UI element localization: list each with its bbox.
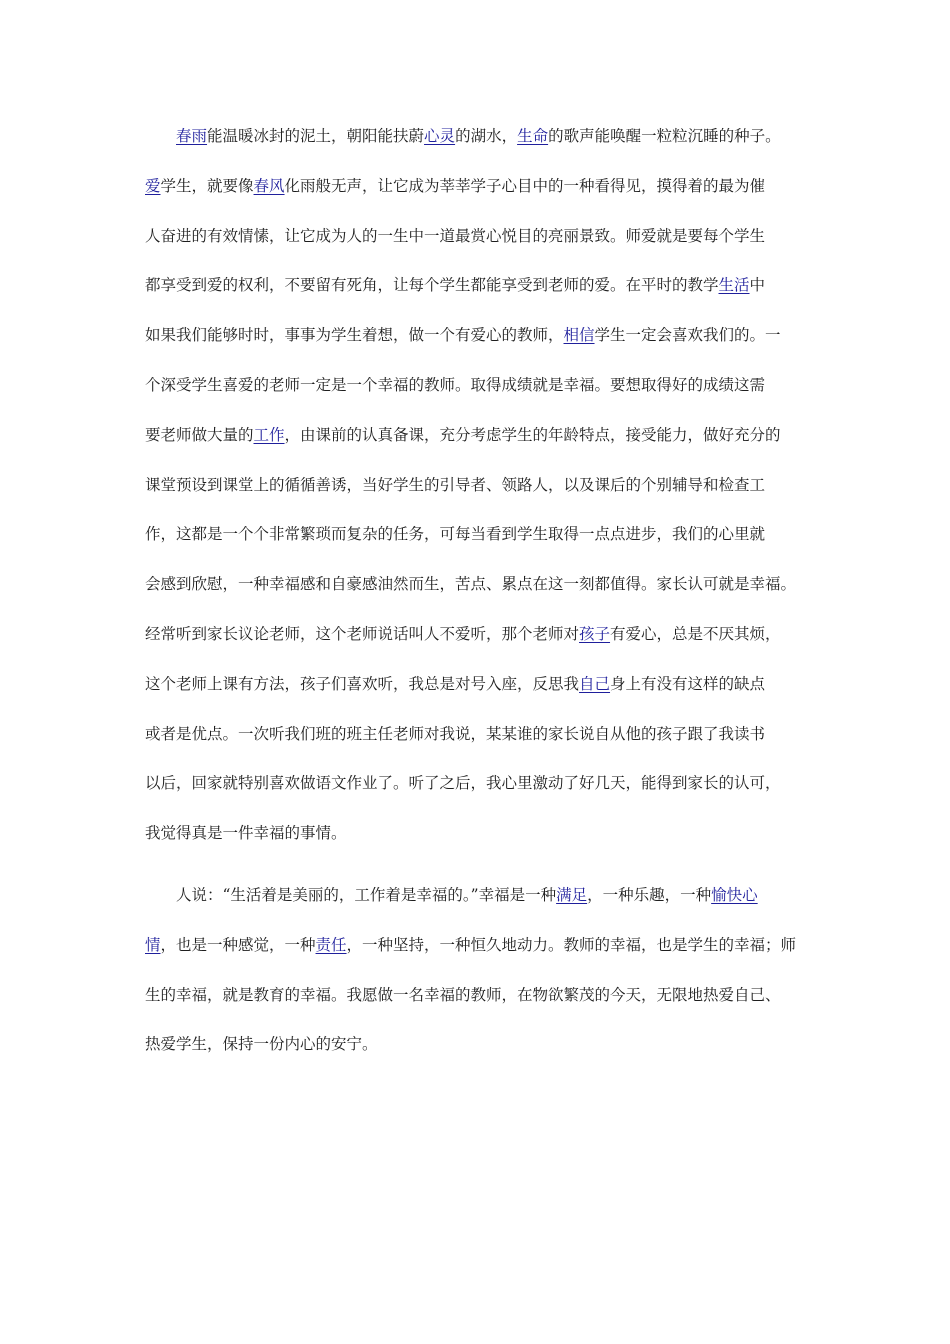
text-run: 课堂预设到课堂上的循循善诱，当好学生的引导者、领路人，以及课后的个别辅导和检查工 — [145, 475, 766, 494]
text-line — [145, 871, 825, 921]
text-run: ，由课前的认真备课，充分考虑学生的年龄特点，接受能力，做好充分的 — [284, 425, 781, 444]
text-run: 的湖水， — [455, 127, 518, 145]
paragraph-gap — [145, 859, 825, 871]
text-run: ，一种乐趣，一种 — [587, 885, 712, 904]
text-run: 有爱心，总是不厌其烦， — [610, 624, 781, 643]
text-run: ，一种坚持，一种恒久地动力。教师的幸福，也是学生的幸福；师 — [346, 935, 797, 954]
inline-link[interactable]: 春风 — [253, 176, 285, 195]
inline-link[interactable]: 相信 — [563, 326, 595, 345]
inline-link[interactable]: 孩子 — [579, 624, 611, 643]
text-line — [145, 411, 825, 461]
text-line — [145, 311, 825, 361]
text-line — [145, 560, 825, 610]
inline-link[interactable]: 生命 — [517, 127, 549, 145]
text-run: 的歌声能唤醒一粒粒沉睡的种子。 — [548, 127, 781, 145]
inline-link[interactable]: 工作 — [253, 425, 285, 444]
text-line — [145, 921, 825, 971]
inline-link[interactable]: 愉快心 — [711, 885, 758, 904]
inline-link[interactable]: 满足 — [556, 885, 588, 904]
text-line — [145, 971, 825, 1021]
text-run: 中 — [749, 276, 766, 295]
text-run: 以后，回家就特别喜欢做语文作业了。听了之后，我心里激动了好几天，能得到家长的认可， — [145, 774, 781, 793]
text-run: 身上有没有这样的缺点 — [610, 674, 766, 693]
text-run: 这个老师上课有方法，孩子们喜欢听，我总是对号入座，反思我 — [145, 674, 580, 693]
text-run: 人奋进的有效情愫，让它成为人的一生中一道最赏心悦目的亮丽景致。师爱就是要每个学生 — [145, 226, 766, 245]
text-line — [145, 162, 825, 212]
text-run: 学生一定会喜欢我们的。一 — [594, 326, 781, 345]
text-run: 个深受学生喜爱的老师一定是一个幸福的教师。取得成绩就是幸福。要想取得好的成绩这需 — [145, 375, 766, 394]
text-line — [145, 610, 825, 660]
text-run: 经常听到家长议论老师，这个老师说话叫人不爱听，那个老师对 — [145, 624, 580, 643]
text-run: 作，这都是一个个非常繁琐而复杂的任务，可每当看到学生取得一点点进步，我们的心里就 — [145, 525, 766, 544]
inline-link[interactable]: 爱 — [145, 176, 161, 195]
article-body — [145, 112, 825, 1070]
text-run — [145, 127, 176, 145]
text-run: 我觉得真是一件幸福的事情。 — [145, 824, 347, 843]
text-run: 能温暖冰封的泥土，朝阳能扶蔚 — [207, 127, 425, 145]
text-run: 化雨般无声，让它成为莘莘学子心目中的一种看得见，摸得着的最为催 — [284, 176, 766, 195]
inline-link[interactable]: 情 — [145, 935, 161, 954]
text-run: 要老师做大量的 — [145, 425, 254, 444]
inline-link[interactable]: 责任 — [315, 935, 347, 954]
paragraph — [145, 112, 825, 859]
text-run: 都享受到爱的权利，不要留有死角，让每个学生都能享受到老师的爱。在平时的教学 — [145, 276, 719, 295]
inline-link[interactable]: 心灵 — [424, 127, 456, 145]
paragraph — [145, 871, 825, 1070]
text-run: 热爱学生，保持一份内心的安宁。 — [145, 1035, 378, 1054]
text-line — [145, 112, 825, 162]
text-line — [145, 710, 825, 760]
text-line — [145, 361, 825, 411]
text-line — [145, 660, 825, 710]
text-line — [145, 759, 825, 809]
text-run: 人说：“生活着是美丽的，工作着是幸福的。”幸福是一种 — [145, 885, 557, 904]
text-line — [145, 212, 825, 262]
inline-link[interactable]: 春雨 — [176, 127, 208, 145]
text-run: 如果我们能够时时，事事为学生着想，做一个有爱心的教师， — [145, 326, 564, 345]
text-run: 会感到欣慰，一种幸福感和自豪感油然而生，苦点、累点在这一刻都值得。家长认可就是幸福。 — [145, 575, 797, 594]
text-run: 生的幸福，就是教育的幸福。我愿做一名幸福的教师，在物欲繁茂的今天，无限地热爱自己、 — [145, 985, 781, 1004]
text-line — [145, 1020, 825, 1070]
text-line — [145, 261, 825, 311]
text-run: 学生，就要像 — [160, 176, 254, 195]
text-line — [145, 461, 825, 511]
text-line — [145, 510, 825, 560]
text-run: ，也是一种感觉，一种 — [160, 935, 316, 954]
inline-link[interactable]: 自己 — [579, 674, 611, 693]
inline-link[interactable]: 生活 — [718, 276, 750, 295]
text-line — [145, 809, 825, 859]
text-run: 或者是优点。一次听我们班的班主任老师对我说，某某谁的家长说自从他的孩子跟了我读书 — [145, 724, 766, 743]
